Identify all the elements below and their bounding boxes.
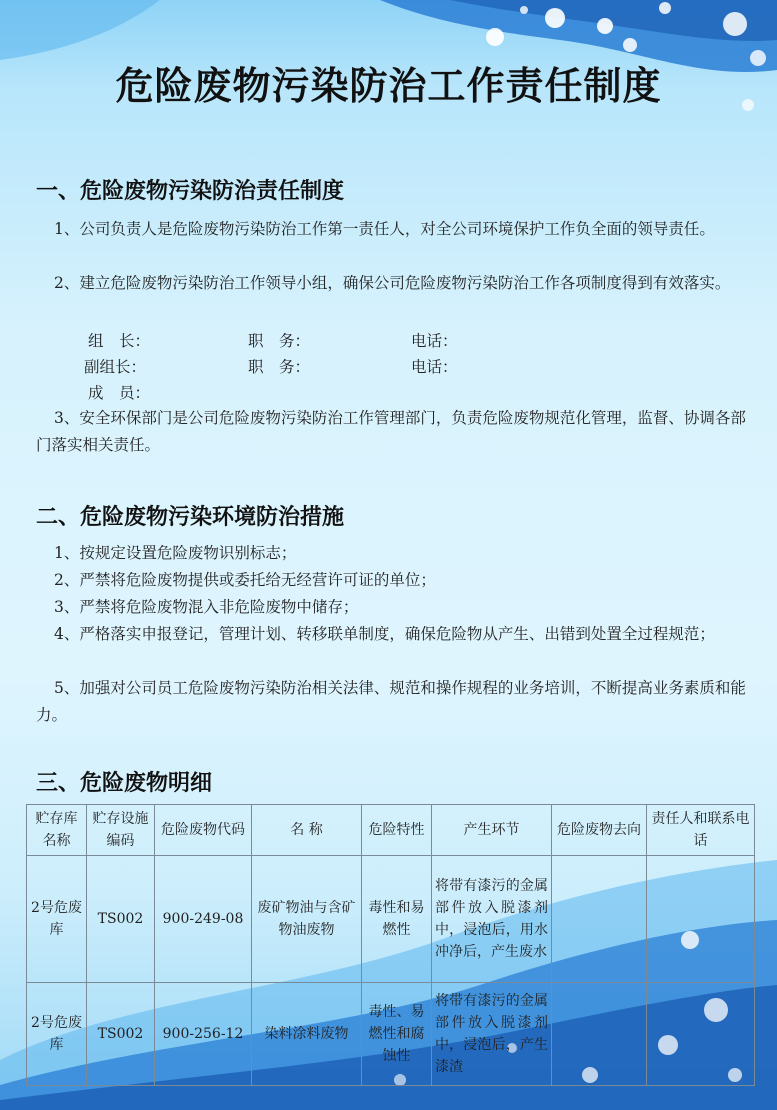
cell-waste-name: 染料涂料废物 xyxy=(252,983,362,1086)
cell-facility-code: TS002 xyxy=(87,856,155,983)
cell-destination xyxy=(552,856,647,983)
header-destination: 危险废物去向 xyxy=(552,805,647,856)
cell-generation-stage: 将带有漆污的金属部件放入脱漆剂中，浸泡后，产生漆渣 xyxy=(432,983,552,1086)
measure-item-4: 4、严格落实申报登记，管理计划、转移联单制度，确保危险物从产生、出错到处置全过程规范； xyxy=(54,625,715,643)
measure-item-2: 2、严禁将危险废物提供或委托给无经营许可证的单位； xyxy=(54,571,436,589)
cell-storage-name: 2号危废库 xyxy=(27,856,87,983)
deputy-phone-label: 电话： xyxy=(411,358,458,376)
header-hazard-property: 危险特性 xyxy=(362,805,432,856)
section1-paragraph-1: 1、公司负责人是危险废物污染防治工作第一责任人，对全公司环境保护工作负全面的领导责任。 xyxy=(54,220,715,238)
header-waste-code: 危险废物代码 xyxy=(155,805,252,856)
leader-label: 组 长： xyxy=(88,332,151,350)
cell-hazard-property: 毒性、易燃性和腐蚀性 xyxy=(362,983,432,1086)
section1-heading: 一、危险废物污染防治责任制度 xyxy=(36,179,345,204)
leader-phone-label: 电话： xyxy=(411,332,458,350)
cell-generation-stage: 将带有漆污的金属部件放入脱漆剂中，浸泡后，用水冲净后，产生废水 xyxy=(432,856,552,983)
header-waste-name: 名 称 xyxy=(252,805,362,856)
table-row xyxy=(27,983,755,1086)
cell-storage-name: 2号危废库 xyxy=(27,983,87,1086)
deputy-position-label: 职 务： xyxy=(248,358,311,376)
measure-item-3: 3、严禁将危险废物混入非危险废物中储存； xyxy=(54,598,359,616)
section1-paragraph-2: 2、建立危险废物污染防治工作领导小组，确保公司危险废物污染防治工作各项制度得到有效落实。 xyxy=(54,274,731,292)
member-label: 成 员： xyxy=(88,384,151,402)
table-header-row xyxy=(27,805,755,856)
cell-facility-code: TS002 xyxy=(87,983,155,1086)
cell-responsible-contact xyxy=(647,856,755,983)
waste-detail-table xyxy=(26,804,755,1086)
measure-item-1: 1、按规定设置危险废物识别标志； xyxy=(54,544,297,562)
page-title: 危险废物污染防治工作责任制度 xyxy=(115,64,662,108)
cell-waste-code: 900-256-12 xyxy=(155,983,252,1086)
cell-responsible-contact xyxy=(647,983,755,1086)
section2-heading: 二、危险废物污染环境防治措施 xyxy=(36,505,345,530)
cell-waste-name: 废矿物油与含矿物油废物 xyxy=(252,856,362,983)
cell-hazard-property: 毒性和易燃性 xyxy=(362,856,432,983)
leader-position-label: 职 务： xyxy=(248,332,311,350)
header-storage-name: 贮存库名称 xyxy=(27,805,87,856)
measure-item-5: 5、加强对公司员工危险废物污染防治相关法律、规范和操作规程的业务培训，不断提高业务素质和能力。 xyxy=(36,679,746,724)
cell-destination xyxy=(552,983,647,1086)
header-facility-code: 贮存设施编码 xyxy=(87,805,155,856)
cell-waste-code: 900-249-08 xyxy=(155,856,252,983)
header-responsible-contact: 责任人和联系电话 xyxy=(647,805,755,856)
table-row xyxy=(27,856,755,983)
section3-heading: 三、危险废物明细 xyxy=(36,771,213,796)
deputy-label: 副组长： xyxy=(84,358,147,376)
header-generation-stage: 产生环节 xyxy=(432,805,552,856)
section1-paragraph-3: 3、安全环保部门是公司危险废物污染防治工作管理部门，负责危险废物规范化管理，监督、协调各部门落实相关责任。 xyxy=(36,409,746,454)
